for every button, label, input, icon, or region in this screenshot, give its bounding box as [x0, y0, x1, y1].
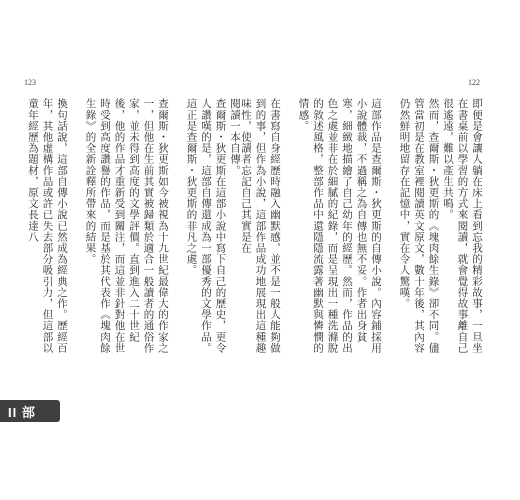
- right-page-text: [240, 98, 484, 363]
- right-page-number: 122: [468, 78, 480, 87]
- left-page-text: [28, 98, 242, 363]
- paragraph: 這部作品是查爾斯・狄更斯的自傳小說。內容鋪採用小說體裁，不過稱之為自傳也無不妥。作者出身貧寒，細緻地描繪了自己幼年的經歷。然而，作品的出色之處並非在於細膩的紀錄，而是呈現出一種洗滌脫的敘述風格，整部作品中還隱隱流露著幽默與憐憫的情感。: [297, 98, 382, 354]
- paragraph: 然而，查爾斯・狄更斯的《塊肉餘生錄》卻不同。儘管當初是在教室裡閱讀英文原文，數十年後，其內容仍然鮮明地留存在記憶中，實在令人驚嘆。: [398, 98, 440, 354]
- paragraph: 在書寫自身經歷時融入幽默感，並不是一般人能夠做到的事，但作為小說，這部作品成功地展現出這種趣味性，使讀者忘記自己其實是在: [240, 98, 281, 354]
- left-page-number: 123: [24, 78, 36, 87]
- paragraph: 換句話說，這部自傳小說已然成為經典之作。歷經百年，其他虛構作品或許已失去部分吸引力，但這部以童年經歷為題材，原文長達八: [27, 98, 68, 354]
- chapter-tab: II 部: [0, 400, 60, 422]
- paragraph: 閱讀一本自傳。: [229, 98, 241, 176]
- paragraph: 查爾斯・狄更斯在這部小說中寫下自己的歷史，更令人讚嘆的是，這部自傳還成為一部優秀的文學作品。這正是查爾斯・狄更斯的非凡之處。: [185, 98, 227, 354]
- paragraph: 查爾斯・狄更斯如今被視為十九世紀最偉大的作家之一，但他在生前其實被歸類於適合一般讀者的通俗作家，並未得到高度的文學評價。直到進入二十世紀後，他的作品才重新受到關注，而這並非針對他在世時受到高度讚譽的作品，而是基於其代表作《塊肉餘生錄》的全新詮釋所帶來的結果。: [84, 98, 169, 354]
- paragraph: 即便是會讓人躺在床上看到忘我的精彩故事，一旦坐在書桌前以學習的方式來閱讀，就會覺得故事離自己很遙遠，難以產生共鳴。: [442, 98, 483, 354]
